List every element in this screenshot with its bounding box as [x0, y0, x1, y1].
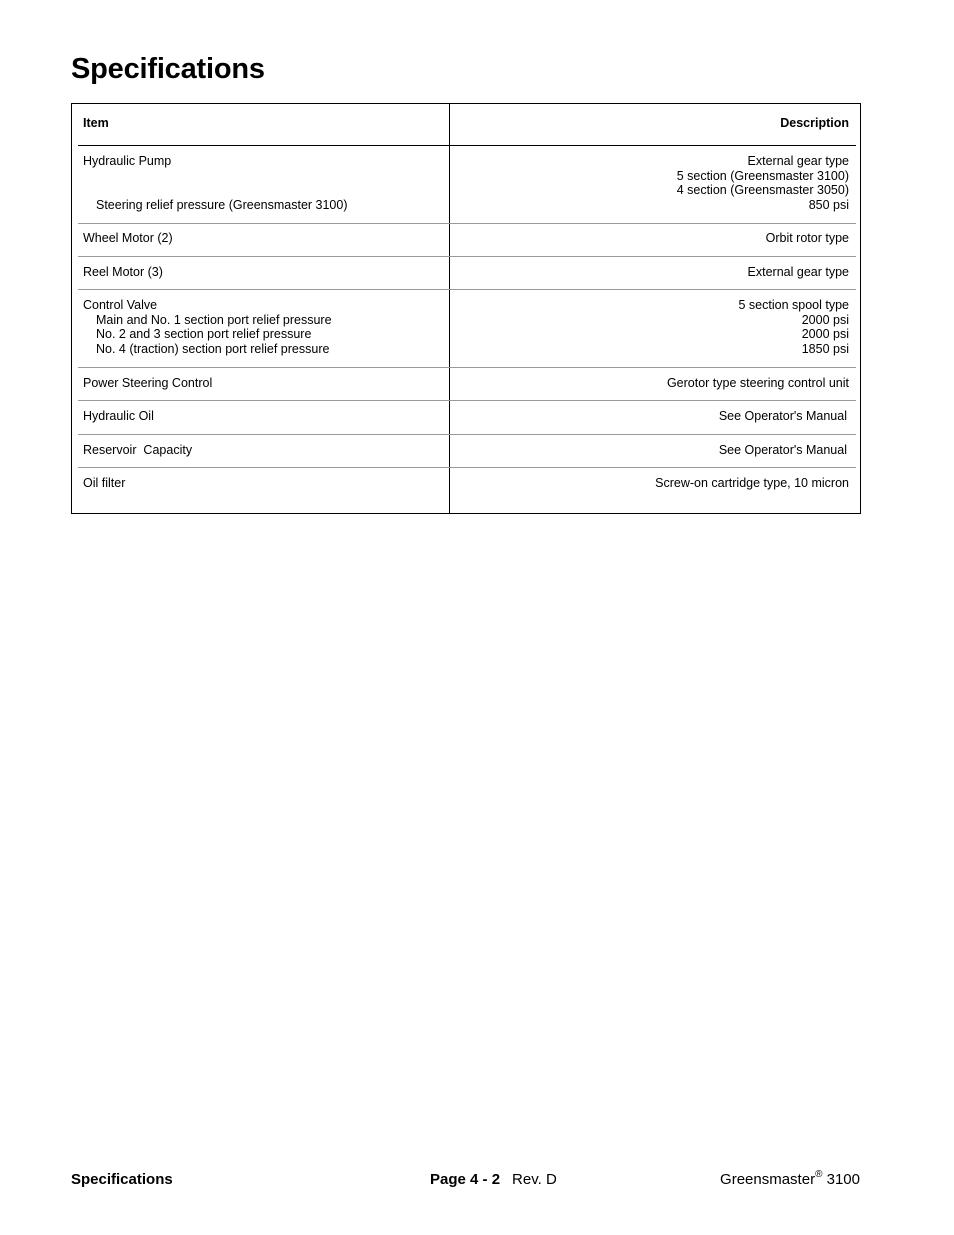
row-separator [78, 400, 856, 401]
table-row-item: Wheel Motor (2) [83, 231, 173, 245]
table-row-item: Control Valve Main and No. 1 section port relief pressure No. 2 and 3 section port relief pressure No. 4 (traction) section port relief pressure [83, 298, 332, 356]
page-title: Specifications [71, 53, 265, 85]
row-separator [78, 434, 856, 435]
row-separator [78, 223, 856, 224]
table-row-item: Oil filter [83, 476, 126, 490]
table-row-item: Hydraulic Pump Steering relief pressure (Greensmaster 3100) [83, 154, 348, 212]
table-row-description: Screw-on cartridge type, 10 micron [655, 476, 849, 490]
row-separator [78, 467, 856, 468]
table-row-description: External gear type 5 section (Greensmaster 3100) 4 section (Greensmaster 3050) 850 psi [676, 154, 849, 212]
table-row-description: See Operator's Manual [718, 409, 847, 423]
footer-product-name: Greensmaster® 3100 [720, 1169, 860, 1188]
specifications-table [71, 103, 861, 514]
page-number: Page 4 - 2 [430, 1171, 501, 1188]
table-row-item: Hydraulic Oil [83, 409, 154, 423]
footer-section-name: Specifications [71, 1171, 173, 1188]
header-separator [78, 145, 856, 146]
row-separator [78, 367, 856, 368]
table-row-item: Reel Motor (3) [83, 265, 163, 279]
table-row-description: Gerotor type steering control unit [666, 376, 849, 390]
footer-page-info [430, 1171, 557, 1189]
item-column-header: Item [83, 116, 109, 130]
registered-mark: ® [815, 1169, 823, 1180]
description-column-header: Description [780, 116, 849, 130]
table-row-description: 5 section spool type 2000 psi 2000 psi 1850 psi [738, 298, 849, 356]
table-row-description: External gear type [747, 265, 849, 279]
row-separator [78, 256, 856, 257]
table-row-description: Orbit rotor type [765, 231, 849, 245]
table-row-description: See Operator's Manual [718, 443, 847, 457]
revision-label: Rev. D [512, 1171, 557, 1188]
table-row-item: Power Steering Control [83, 376, 213, 390]
row-separator [78, 289, 856, 290]
column-divider [449, 104, 450, 513]
table-row-item: Reservoir Capacity [83, 443, 193, 457]
